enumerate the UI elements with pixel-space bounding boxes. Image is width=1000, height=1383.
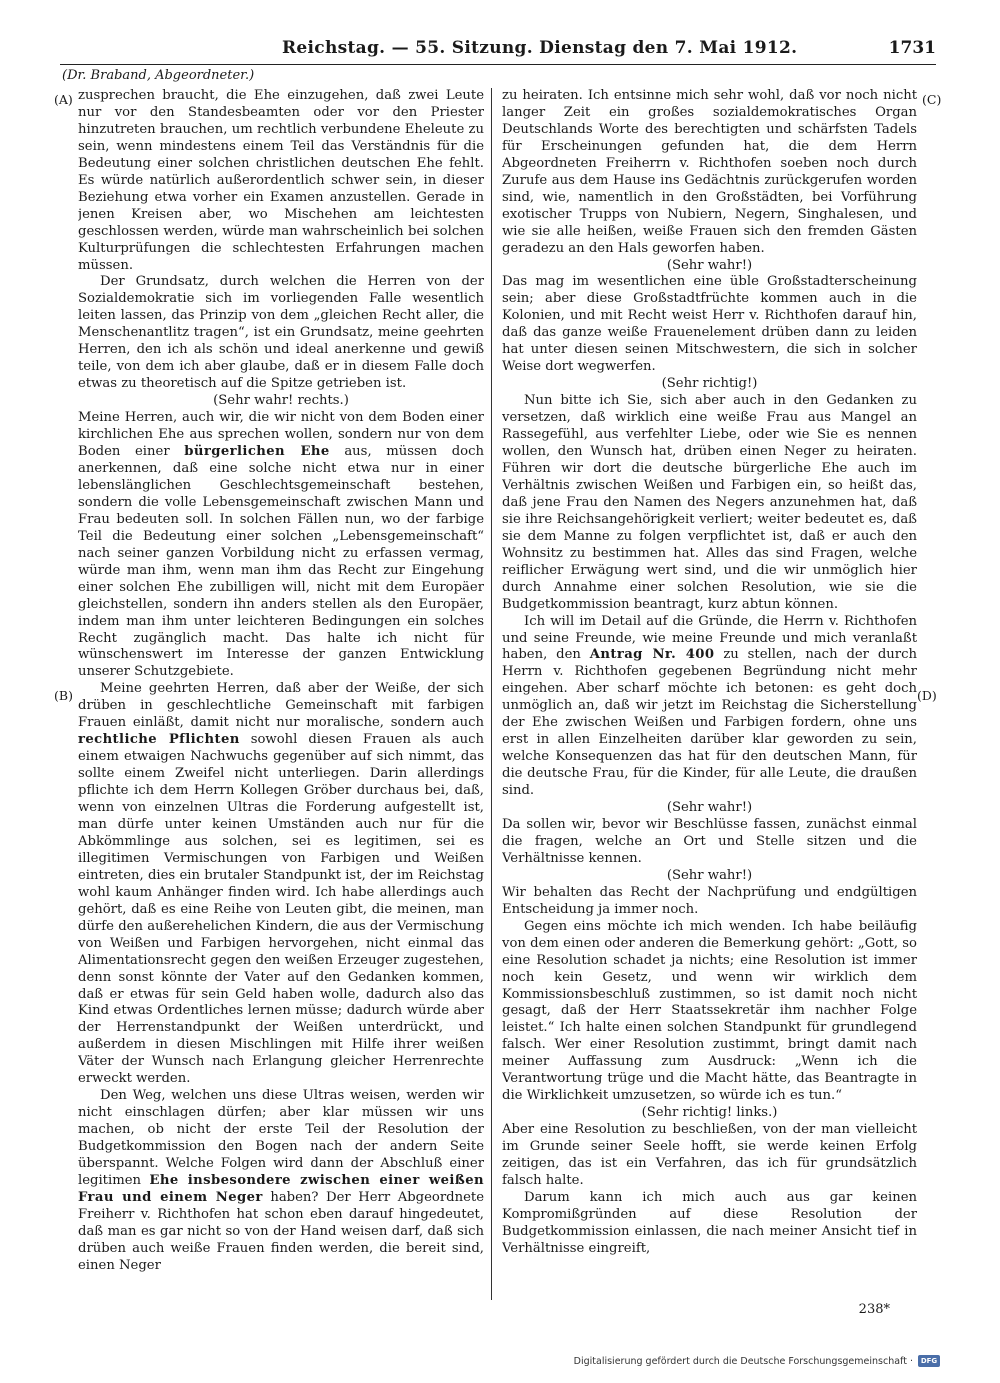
paragraph	[78, 681, 484, 1088]
margin-marker-b: (B)	[54, 688, 73, 703]
page-number: 1731	[888, 38, 936, 58]
emphasis: rechtliche Pflichten	[78, 732, 240, 748]
interjection: (Sehr wahr!)	[666, 257, 753, 273]
column-divider	[491, 88, 492, 1300]
paragraph: Der Grundsatz, durch welchen die Herren von der Sozialdemokratie sich im vorliegenden Falle wesentlich leiten lassen, das Prinzip von dem „gleichen Recht aller, die Menschenantlitz tragen“, ist ein Grundsatz, meine geehrten Herren, den ich als schön und ideal anerkenne und gewiß teile, von dem ich aber glaube, daß er in diesem Falle doch etwas zu theoretisch auf die Spitze getrieben ist.	[78, 274, 484, 392]
paragraph: zu heiraten. Ich entsinne mich sehr wohl, daß vor noch nicht langer Zeit ein großes sozialdemokratisches Organ Deutschlands Worte des berechtigten und schärfsten Tadels für Erscheinungen gefunden hat, die dem Herrn Abgeordneten Freiherrn v. Richthofen soeben noch durch Zurufe aus dem Hause ins Gedächtnis zurückgerufen worden sind, wie, namentlich in den Großstädten, bei Vorführung exotischer Trupps von Nubiern, Negern, Singhalesen, und wie sie alle heißen, weiße Frauen sich den fremden Gästen geradezu an den Hals geworfen haben.	[502, 88, 917, 256]
signature-mark: 238*	[858, 1302, 890, 1317]
emphasis: bürgerlichen Ehe	[184, 444, 330, 460]
emphasis: Ehe insbesondere zwischen einer weißen Frau und einem Neger	[78, 1173, 484, 1205]
interjection: (Sehr wahr!)	[666, 800, 753, 816]
paragraph: Das mag im wesentlichen eine üble Großstadterscheinung sein; aber diese Großstadtfrüchte kommen auch in die Kolonien, und mit Recht weist Herr v. Richthofen darauf hin, daß das ganze weiße Frauenelement drüben dann zu leiden hat unter diesen seinen Mitschwestern, die sich in solcher Weise dort wegwerfen.	[502, 274, 917, 375]
text-run: zu stellen, nach der durch Herrn v. Richthofen gegebenen Begründung nicht mehr eingehen. Aber scharf möchte ich betonen: es geht doch unmöglich an, daß wir jetzt im Reichstag die Sicherstellung der Ehe zwischen Weißen und Farbigen fordern, ohne uns erst in allen Einzelheiten darüber klar geworden zu sein, welche Konsequenzen das hat für den deutschen Mann, für die deutsche Frau, für die Kinder, für alle Leute, die draußen sind.	[502, 647, 917, 799]
interjection: (Sehr wahr!)	[666, 867, 753, 883]
margin-marker-a: (A)	[54, 92, 73, 107]
text-run: Meine Herren, auch wir, die wir nicht von dem Boden einer kirchlichen Ehe aus sprechen wollen, sondern nur von dem Boden einer	[78, 410, 484, 460]
header-rule	[60, 64, 936, 65]
paragraph	[502, 614, 917, 800]
paragraph: Darum kann ich mich auch aus gar keinen Kompromißgründen auf diese Resolution der Budgetkommission einlassen, die nach meiner Ansicht tief in Verhältnisse eingreift,	[502, 1189, 917, 1256]
footer-text: Digitalisierung gefördert durch die Deutsche Forschungsgemeinschaft ·	[573, 1355, 913, 1367]
left-column	[78, 88, 484, 1288]
paragraph: Gegen eins möchte ich mich wenden. Ich habe beiläufig von dem einen oder anderen die Bemerkung gehört: „Gott, so eine Resolution schadet ja nichts; eine Resolution ist immer noch kein Gesetz, und wenn wir wirklich dem Kommissionsbeschluß zustimmen, so ist damit noch nicht gesagt, daß der Herr Staatssekretär ihm nachher Folge leistet.“ Ich halte einen solchen Standpunkt für grundlegend falsch. Wer einer Resolution zustimmt, bringt damit nach meiner Auffassung zum Ausdruck: „Wenn ich die Verantwortung trüge und die Macht hätte, das Beantragte in die Wirklichkeit umzusetzen, so würde ich es tun.“	[502, 918, 917, 1104]
paragraph: Nun bitte ich Sie, sich aber auch in den Gedanken zu versetzen, daß wirklich eine weiße Frau aus Mangel an Rassegefühl, aus verfehlter Liebe, oder wie Sie es nennen wollen, den Wunsch hat, drüben einen Neger zu heiraten. Führen wir dort die deutsche bürgerliche Ehe auch im Verhältnis zwischen Weißen und Farbigen ein, so heißt das, daß jene Frau den Namen des Negers anzunehmen hat, daß sie ihre Reichsangehörigkeit verliert; weiter bedeutet es, daß sie dem Manne zu folgen verpflichtet ist, daß er auch den Wohnsitz zu bestimmen hat. Alles das sind Fragen, welche reiflicher Erwägung wert sind, und die wir unmöglich hier durch Annahme einer solchen Resolution, wie sie die Budgetkommission beantragt, kurz abtun können.	[502, 393, 917, 612]
paragraph: Da sollen wir, bevor wir Beschlüsse fassen, zunächst einmal die fragen, welche an Ort und Stelle sitzen und die Verhältnisse kennen.	[502, 816, 917, 866]
paragraph: Aber eine Resolution zu beschließen, von der man vielleicht im Grunde seiner Seele hofft, sie werde keinen Erfolg zeitigen, das ist ein Verfahren, das ich für grundsätzlich falsch halte.	[502, 1122, 917, 1188]
paragraph	[78, 410, 484, 681]
text-run: Meine geehrten Herren, daß aber der Weiße, der sich drüben in geschlechtliche Gemeinschaft mit farbigen Frauen einläßt, damit nicht nur moralische, sondern auch	[78, 681, 484, 731]
text-run: Den Weg, welchen uns diese Ultras weisen, werden wir nicht einschlagen dürfen; aber klar müssen wir uns machen, ob nicht der erste Teil der Resolution der Budgetkommission den Bogen nach der andern Seite überspannt. Welche Folgen wird dann der Abschluß einer legitimen	[78, 1088, 484, 1188]
paragraph: zusprechen braucht, die Ehe einzugehen, daß zwei Leute nur vor den Standesbeamten oder vor den Priester hinzutreten brauchen, um rechtlich verbundene Eheleute zu sein, wenn mindestens einem Teil das Verständnis für die Bedeutung einer solchen christlichen deutschen Ehe fehlt. Es würde natürlich außerordentlich schwer sein, in dieser Beziehung etwa vorher ein Examen anzustellen. Gerade in jenen Kreisen aber, wo Mischehen am leichtesten geschlossen werden, würde man wahrscheinlich bei solchen Kulturprüfungen die schlechtesten Erfahrungen machen müssen.	[78, 88, 484, 273]
margin-marker-c: (C)	[922, 92, 942, 107]
interjection: (Sehr richtig!)	[661, 376, 758, 392]
margin-marker-d: (D)	[917, 688, 937, 703]
text-run: haben? Der Herr Abgeordnete Freiherr v. Richthofen hat schon eben darauf hingedeutet, daß man es gar nicht so von der Hand weisen darf, daß sich drüben auch weiße Frauen finden werden, die bereit sind, einen Neger	[78, 1189, 484, 1273]
paragraph	[78, 1088, 484, 1274]
right-column	[502, 88, 917, 1288]
text-run: sowohl diesen Frauen als auch einem etwaigen Nachwuchs gegenüber auf sich nimmt, das sollte einem Zweifel nicht unterliegen. Darin allerdings pflichte ich dem Herrn Kollegen Gröber durchaus bei, daß, wenn von einzelnen Ultras die Forderung aufgestellt ist, man dürfe unter keinen Umständen auch nur für die Abkömmlinge aus solchen, sei es legitimen, sei es illegitimen Vermischungen von Farbigen und Weißen eintreten, dies ein brutaler Standpunkt ist, der im Reichstag wohl kaum Anhänger finden wird. Ich habe allerdings auch gehört, daß es eine Reihe von Leuten gibt, die meinen, man dürfe den außerehelichen Kindern, die aus der Vermischung von Weißen und Farbigen hervorgehen, nicht einmal das Alimentationsrecht gegen den weißen Erzeuger zugestehen, denn sonst könnte der Vater auf den Gedanken kommen, daß er etwas für sein Geld haben wolle, dadurch also das Kind etwas Ordentliches lernen müsse; dadurch würde aber der Herrenstandpunkt der Weißen unterdrückt, und außerdem in diesen Mischlingen mit Hilfe ihrer weißen Väter der Wunsch nach Erlangung gleicher Herrenrechte erweckt werden.	[78, 732, 484, 1087]
interjection: (Sehr richtig! links.)	[641, 1105, 778, 1121]
speaker-label: (Dr. Braband, Abgeordneter.)	[62, 68, 255, 83]
text-run: Ich will im Detail auf die Gründe, die Herrn v. Richthofen und seine Freunde, wie meine Freunde und mich veranlaßt haben, den	[502, 613, 917, 663]
emphasis: Antrag Nr. 400	[589, 647, 715, 663]
text-run: aus, müssen doch anerkennen, daß eine solche nicht etwa nur in einer lebenslänglichen Geschlechtsgemeinschaft bestehen, sondern die volle Lebensgemeinschaft zwischen Mann und Frau bedeuten soll. In solchen Fällen nun, wo der farbige Teil die Bedeutung einer solchen „Lebensgemeinschaft“ nach seiner ganzen Vorbildung nicht zu erfassen vermag, würde man ihm, wenn man ihm das Recht zur Eingehung einer solchen Ehe zubilligen will, nicht mit dem Europäer gleichstellen, sondern ihn anders stellen als den Europäer, indem man ihm unter leichteren Bedingungen ein solches Recht zugänglich macht. Das halte ich nicht für wünschenswert im Interesse der ganzen Entwicklung unserer Schutzgebiete.	[78, 444, 484, 680]
running-title: Reichstag. — 55. Sitzung. Dienstag den 7. Mai 1912.	[282, 38, 798, 58]
page-header	[60, 36, 936, 66]
dfg-logo-icon: DFG	[918, 1355, 940, 1367]
paragraph: Wir behalten das Recht der Nachprüfung und endgültigen Entscheidung ja immer noch.	[502, 884, 917, 917]
interjection: (Sehr wahr! rechts.)	[213, 393, 349, 409]
digitization-footer	[574, 1355, 940, 1367]
